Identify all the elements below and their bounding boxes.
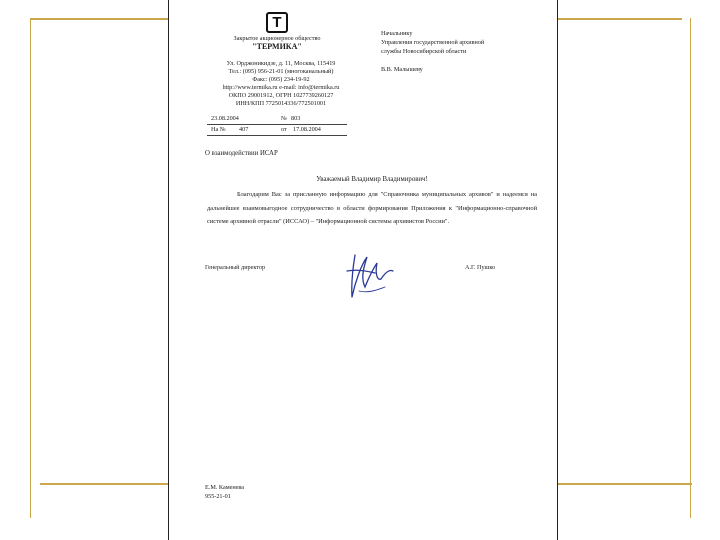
recipient-line: службы Новосибирской области <box>381 48 467 55</box>
company-address-line: Тел.: (095) 956-21-01 (многоканальный) <box>228 68 334 75</box>
ref-no: 407 <box>239 126 249 133</box>
recipient-line: Начальнику <box>381 30 413 37</box>
subject: О взаимодействии ИСАР <box>205 150 278 157</box>
company-address-line: ИНН/КПП 7725014336/772501001 <box>235 100 327 107</box>
ref-from-label: от <box>281 126 287 133</box>
signature-name: А.Г. Пушко <box>465 264 496 271</box>
company-address-line: Факс: (095) 234-19-92 <box>252 76 310 83</box>
reg-no: 803 <box>291 115 301 122</box>
reg-rule <box>207 124 347 125</box>
handwritten-signature <box>341 247 403 305</box>
termika-logo-icon: T <box>266 12 288 33</box>
letter-page <box>168 0 558 540</box>
gold-box-right <box>680 18 691 518</box>
gold-line-bottom-right <box>556 483 692 485</box>
gold-line-top-left <box>30 18 168 20</box>
executor-name: Е.М. Каменева <box>205 484 245 491</box>
company-address-line: Ул. Орджоникидзе, д. 11, Москва, 115419 <box>226 60 336 67</box>
executor-phone: 955-21-01 <box>205 493 231 500</box>
signature-position: Генеральный директор <box>205 264 266 271</box>
letter-body: Благодарим Вас за присланную информацию для "Справочника муниципальных архивов" и надеемся на дальнейшее взаимовыгодное сотрудничество в области формирования Приложения к "Информационно-справочной системе архивной отрасли" (ИССАО) – "Информационной системы архивистов России". <box>207 191 537 226</box>
recipient-line: В.В. Малышеву <box>381 66 423 73</box>
ref-date: 17.08.2004 <box>293 126 321 133</box>
company-address-line: ОКПО 29001912, ОГРН 1027739260127 <box>228 92 334 99</box>
gold-line-bottom-left <box>40 483 168 485</box>
reg-date: 23.08.2004 <box>211 115 239 122</box>
salutation: Уважаемый Владимир Владимирович! <box>316 176 428 183</box>
ref-rule <box>207 135 347 136</box>
gold-line-top-right <box>556 18 682 20</box>
recipient-line: Управления государственной архивной <box>381 39 485 46</box>
reg-no-label: № <box>281 115 287 122</box>
company-address-line: http://www.termika.ru e-mail: info@termika.ru <box>222 84 340 91</box>
company-name-line2: "ТЕРМИКА" <box>252 42 302 51</box>
company-name-line1: Закрытое акционерное общество <box>233 35 321 42</box>
ref-label: На № <box>211 126 226 133</box>
